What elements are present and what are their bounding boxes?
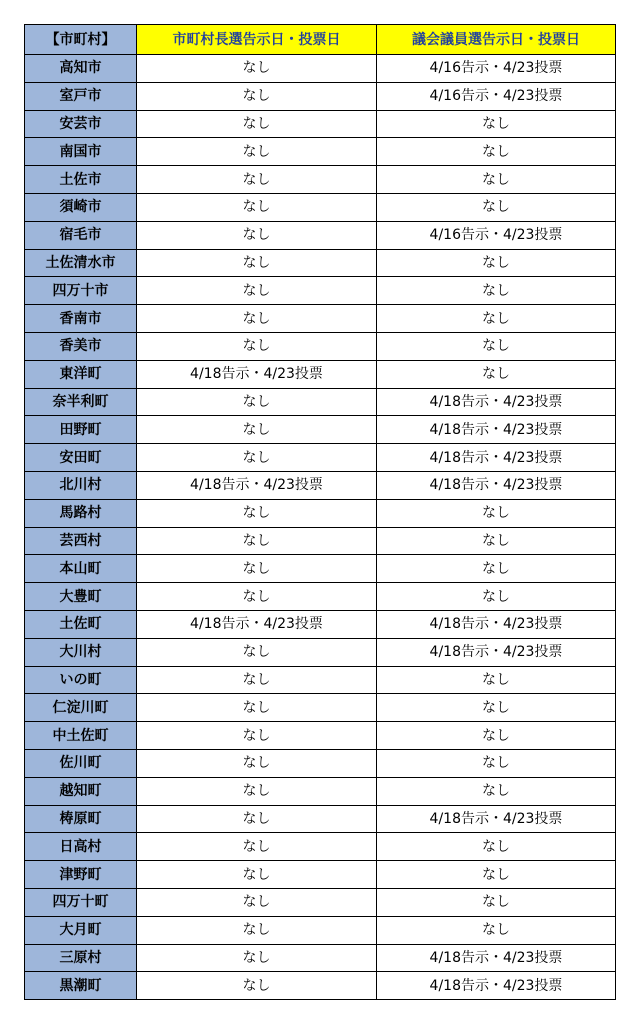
assembly-election-cell: 4/18告示・4/23投票 (377, 610, 616, 638)
table-row (25, 332, 616, 360)
mayor-election-cell: なし (137, 388, 377, 416)
assembly-election-cell: 4/18告示・4/23投票 (377, 388, 616, 416)
municipality-cell: 仁淀川町 (25, 694, 137, 722)
table-row (25, 527, 616, 555)
table-row (25, 249, 616, 277)
mayor-election-cell: なし (137, 888, 377, 916)
mayor-election-cell: なし (137, 666, 377, 694)
mayor-election-cell: なし (137, 277, 377, 305)
assembly-election-cell: 4/18告示・4/23投票 (377, 416, 616, 444)
table-row (25, 583, 616, 611)
mayor-election-cell: なし (137, 861, 377, 889)
table-row (25, 555, 616, 583)
municipality-cell: 大豊町 (25, 583, 137, 611)
mayor-election-cell: なし (137, 166, 377, 194)
municipality-cell: 本山町 (25, 555, 137, 583)
mayor-election-cell: なし (137, 833, 377, 861)
assembly-election-cell: なし (377, 527, 616, 555)
municipality-cell: 高知市 (25, 55, 137, 83)
table-row (25, 444, 616, 472)
mayor-election-cell: なし (137, 583, 377, 611)
mayor-election-cell: なし (137, 694, 377, 722)
municipality-cell: 宿毛市 (25, 221, 137, 249)
header-assembly-election: 議会議員選告示日・投票日 (377, 25, 616, 55)
assembly-election-cell: なし (377, 166, 616, 194)
municipality-cell: 越知町 (25, 777, 137, 805)
table-row (25, 471, 616, 499)
table-row (25, 138, 616, 166)
table-row (25, 388, 616, 416)
municipality-cell: 安芸市 (25, 110, 137, 138)
assembly-election-cell: 4/16告示・4/23投票 (377, 221, 616, 249)
table-row (25, 193, 616, 221)
header-municipality: 【市町村】 (25, 25, 137, 55)
mayor-election-cell: なし (137, 944, 377, 972)
assembly-election-cell: 4/18告示・4/23投票 (377, 471, 616, 499)
table-row (25, 110, 616, 138)
assembly-election-cell: なし (377, 833, 616, 861)
mayor-election-cell: なし (137, 138, 377, 166)
municipality-cell: 津野町 (25, 861, 137, 889)
assembly-election-cell: なし (377, 666, 616, 694)
mayor-election-cell: なし (137, 555, 377, 583)
municipality-cell: 安田町 (25, 444, 137, 472)
mayor-election-cell: なし (137, 305, 377, 333)
assembly-election-cell: 4/18告示・4/23投票 (377, 638, 616, 666)
mayor-election-cell: なし (137, 249, 377, 277)
assembly-election-cell: なし (377, 888, 616, 916)
municipality-cell: 梼原町 (25, 805, 137, 833)
table-row (25, 888, 616, 916)
municipality-cell: 四万十町 (25, 888, 137, 916)
table-row (25, 305, 616, 333)
assembly-election-cell: 4/18告示・4/23投票 (377, 944, 616, 972)
municipality-cell: 南国市 (25, 138, 137, 166)
table-row (25, 694, 616, 722)
mayor-election-cell: なし (137, 499, 377, 527)
table-row (25, 805, 616, 833)
mayor-election-cell: なし (137, 332, 377, 360)
table-row (25, 221, 616, 249)
election-schedule-document (24, 24, 616, 1000)
mayor-election-cell: なし (137, 805, 377, 833)
municipality-cell: 田野町 (25, 416, 137, 444)
municipality-cell: 香美市 (25, 332, 137, 360)
mayor-election-cell: なし (137, 110, 377, 138)
assembly-election-cell: なし (377, 583, 616, 611)
assembly-election-cell: なし (377, 916, 616, 944)
assembly-election-cell: なし (377, 332, 616, 360)
table-row (25, 944, 616, 972)
table-row (25, 916, 616, 944)
mayor-election-cell: なし (137, 777, 377, 805)
assembly-election-cell: なし (377, 722, 616, 750)
municipality-cell: 土佐清水市 (25, 249, 137, 277)
municipality-cell: 東洋町 (25, 360, 137, 388)
table-row (25, 722, 616, 750)
municipality-cell: 香南市 (25, 305, 137, 333)
municipality-cell: 日高村 (25, 833, 137, 861)
assembly-election-cell: 4/16告示・4/23投票 (377, 82, 616, 110)
assembly-election-cell: 4/16告示・4/23投票 (377, 55, 616, 83)
assembly-election-cell: なし (377, 138, 616, 166)
assembly-election-cell: なし (377, 861, 616, 889)
assembly-election-cell: なし (377, 249, 616, 277)
table-row (25, 666, 616, 694)
table-row (25, 416, 616, 444)
table-row (25, 166, 616, 194)
assembly-election-cell: 4/18告示・4/23投票 (377, 444, 616, 472)
assembly-election-cell: なし (377, 777, 616, 805)
mayor-election-cell: なし (137, 972, 377, 1000)
municipality-cell: 大月町 (25, 916, 137, 944)
municipality-cell: 馬路村 (25, 499, 137, 527)
assembly-election-cell: 4/18告示・4/23投票 (377, 972, 616, 1000)
municipality-cell: 三原村 (25, 944, 137, 972)
municipality-cell: 土佐市 (25, 166, 137, 194)
table-row (25, 277, 616, 305)
mayor-election-cell: なし (137, 221, 377, 249)
municipality-cell: いの町 (25, 666, 137, 694)
table-row (25, 360, 616, 388)
assembly-election-cell: なし (377, 277, 616, 305)
mayor-election-cell: なし (137, 416, 377, 444)
mayor-election-cell: なし (137, 916, 377, 944)
table-row (25, 833, 616, 861)
mayor-election-cell: 4/18告示・4/23投票 (137, 471, 377, 499)
municipality-cell: 奈半利町 (25, 388, 137, 416)
table-row (25, 972, 616, 1000)
mayor-election-cell: なし (137, 55, 377, 83)
assembly-election-cell: なし (377, 110, 616, 138)
mayor-election-cell: 4/18告示・4/23投票 (137, 360, 377, 388)
table-body (25, 55, 616, 1000)
mayor-election-cell: なし (137, 193, 377, 221)
municipality-cell: 須崎市 (25, 193, 137, 221)
assembly-election-cell: なし (377, 694, 616, 722)
assembly-election-cell: 4/18告示・4/23投票 (377, 805, 616, 833)
municipality-cell: 北川村 (25, 471, 137, 499)
table-row (25, 861, 616, 889)
assembly-election-cell: なし (377, 499, 616, 527)
municipality-cell: 室戸市 (25, 82, 137, 110)
election-schedule-table (24, 24, 616, 1000)
assembly-election-cell: なし (377, 749, 616, 777)
table-row (25, 638, 616, 666)
table-header-row (25, 25, 616, 55)
assembly-election-cell: なし (377, 193, 616, 221)
table-row (25, 777, 616, 805)
assembly-election-cell: なし (377, 360, 616, 388)
mayor-election-cell: なし (137, 82, 377, 110)
municipality-cell: 中土佐町 (25, 722, 137, 750)
mayor-election-cell: なし (137, 638, 377, 666)
header-mayor-election: 市町村長選告示日・投票日 (137, 25, 377, 55)
municipality-cell: 黒潮町 (25, 972, 137, 1000)
table-row (25, 499, 616, 527)
mayor-election-cell: 4/18告示・4/23投票 (137, 610, 377, 638)
municipality-cell: 四万十市 (25, 277, 137, 305)
assembly-election-cell: なし (377, 305, 616, 333)
municipality-cell: 大川村 (25, 638, 137, 666)
table-row (25, 82, 616, 110)
table-row (25, 610, 616, 638)
municipality-cell: 土佐町 (25, 610, 137, 638)
mayor-election-cell: なし (137, 444, 377, 472)
assembly-election-cell: なし (377, 555, 616, 583)
table-row (25, 55, 616, 83)
mayor-election-cell: なし (137, 527, 377, 555)
municipality-cell: 佐川町 (25, 749, 137, 777)
table-row (25, 749, 616, 777)
mayor-election-cell: なし (137, 722, 377, 750)
mayor-election-cell: なし (137, 749, 377, 777)
municipality-cell: 芸西村 (25, 527, 137, 555)
